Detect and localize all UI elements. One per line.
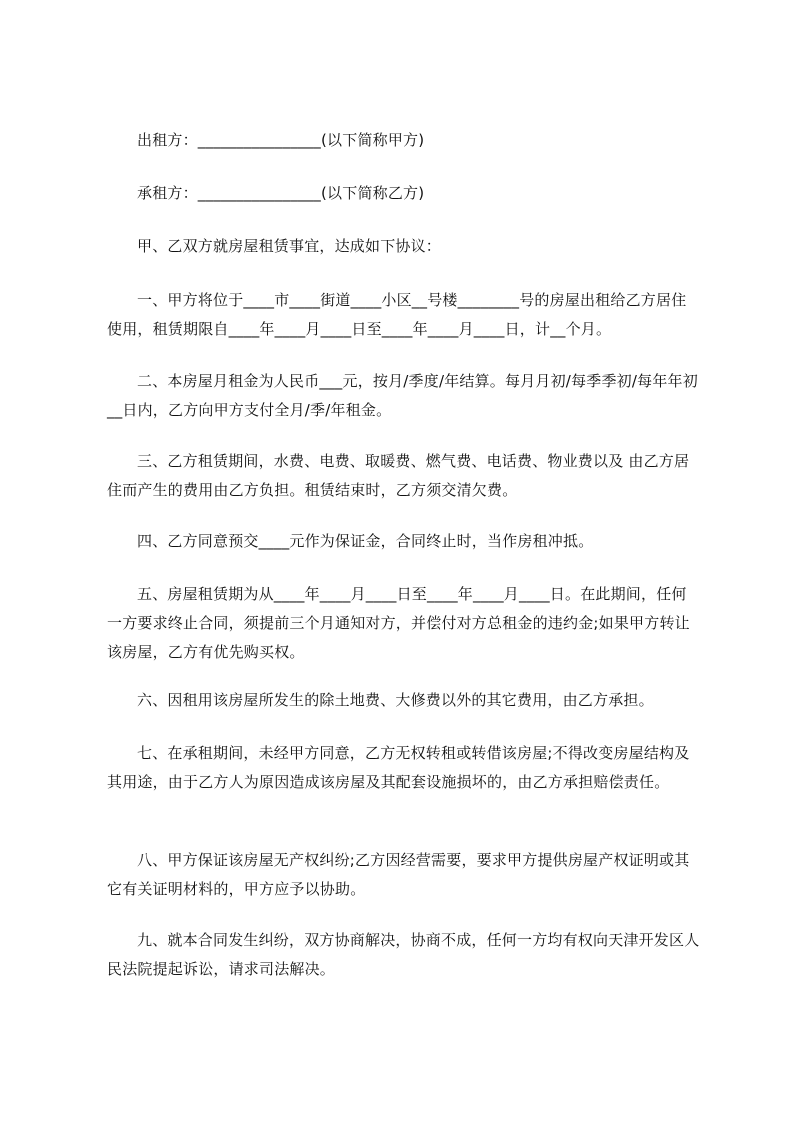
- clause-5: 五、房屋租赁期为从____年____月____日至____年____月____日。在此期间，任何一方要求终止合同，须提前三个月通知对方，并偿付对方总租金的违约金;如果甲方转让该房屋，乙方有优先购买权。: [107, 585, 690, 661]
- clause-2: 二、本房屋月租金为人民币___元，按月/季度/年结算。每月月初/每季季初/每年年初__日内，乙方向甲方支付全月/季/年租金。: [107, 372, 698, 419]
- clause-1: 一、甲方将位于____市____街道____小区__号楼________号的房屋出租给乙方居住使用，租赁期限自____年____月____日至____年____月____日，计__个月。: [107, 291, 687, 338]
- lessor-line: 出租方：________________(以下简称甲方): [137, 131, 425, 149]
- clause-4: 四、乙方同意预交____元作为保证金，合同终止时，当作房租冲抵。: [137, 532, 594, 550]
- clause-9: 九、就本合同发生纠纷，双方协商解决，协商不成，任何一方均有权向天津开发区人民法院提起诉讼，请求司法解决。: [107, 931, 700, 978]
- intro-line: 甲、乙双方就房屋租赁事宜，达成如下协议：: [137, 237, 442, 255]
- clause-3: 三、乙方租赁期间，水费、电费、取暖费、燃气费、电话费、物业费以及 由乙方居住而产生的费用由乙方负担。租赁结束时，乙方须交清欠费。: [107, 452, 690, 499]
- clause-7: 七、在承租期间，未经甲方同意，乙方无权转租或转借该房屋;不得改变房屋结构及其用途，由于乙方人为原因造成该房屋及其配套设施损坏的，由乙方承担赔偿责任。: [107, 744, 690, 791]
- clause-8: 八、甲方保证该房屋无产权纠纷;乙方因经营需要，要求甲方提供房屋产权证明或其它有关证明材料的，甲方应予以协助。: [107, 851, 690, 898]
- lessee-line: 承租方：________________(以下简称乙方): [137, 184, 425, 202]
- clause-6: 六、因租用该房屋所发生的除土地费、大修费以外的其它费用，由乙方承担。: [137, 691, 654, 709]
